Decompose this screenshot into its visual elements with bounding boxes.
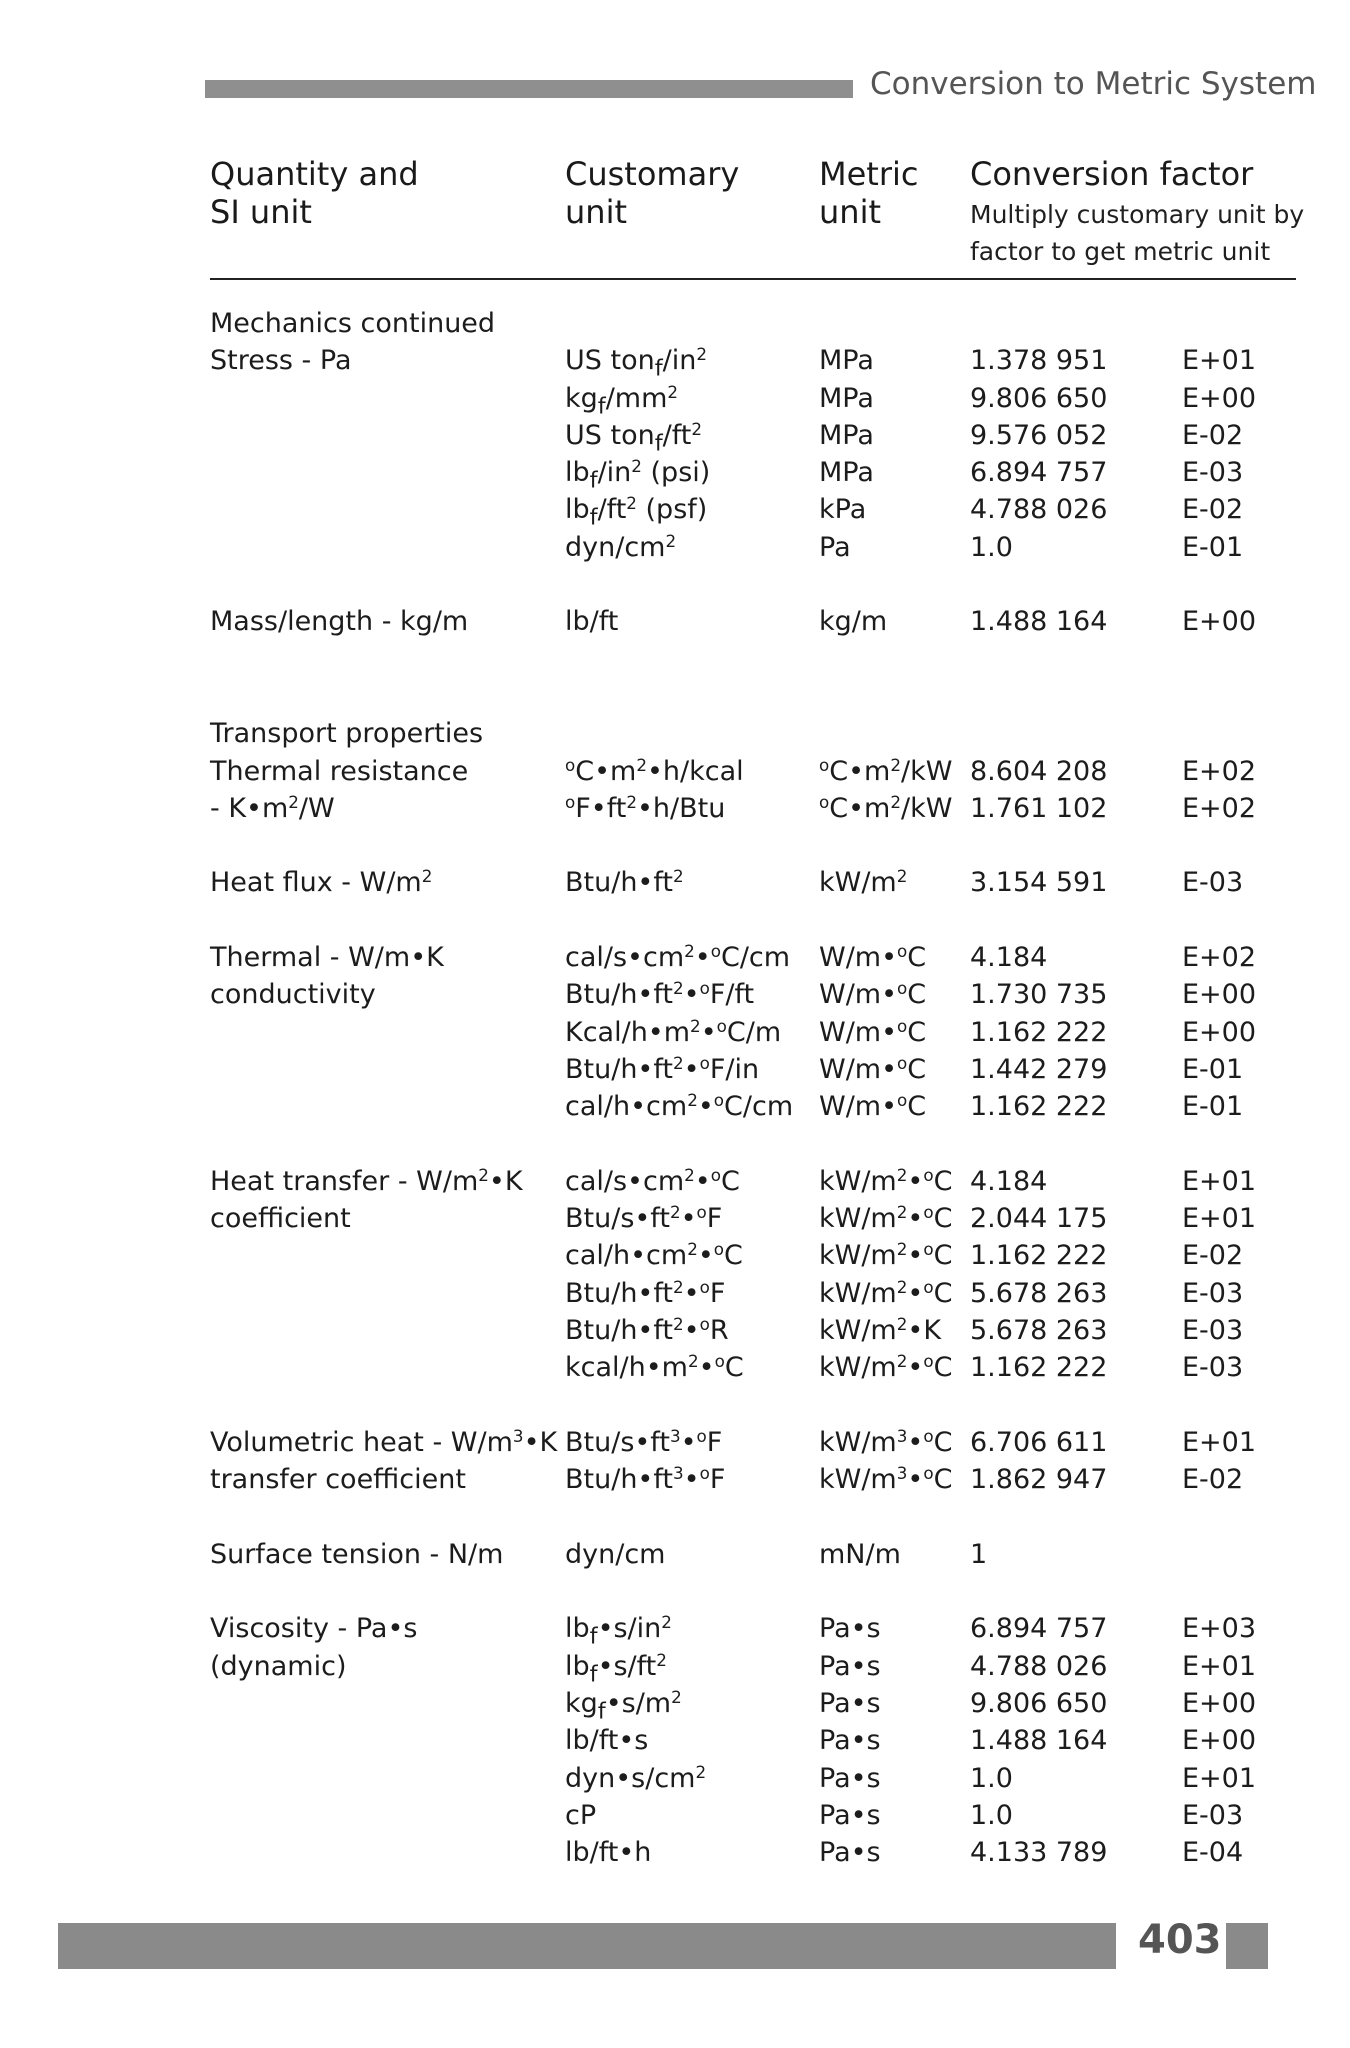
customary-unit-cell: US $ton_f/ft^2$ (565, 418, 702, 457)
factor-cell: 1.488 164 (970, 606, 1108, 638)
metric-unit-cell: MPa (819, 419, 874, 451)
customary-unit-cell: $dyn•s/cm^2$ (565, 1761, 707, 1794)
table-row (0, 1536, 1350, 1573)
exponent-cell: E-02 (1182, 494, 1244, 526)
customary-unit-cell: $^oC•m^2•h$/kcal (565, 754, 744, 787)
table-row (0, 715, 1350, 752)
customary-unit-cell: Kcal/$h•m^2•^oC/m$ (565, 1015, 782, 1048)
header-metric-line2: unit (819, 193, 881, 231)
exponent-cell: E-01 (1182, 1091, 1244, 1123)
table-row (0, 305, 1350, 342)
factor-cell: 6.894 757 (970, 1613, 1108, 1645)
exponent-cell: E+02 (1182, 942, 1257, 974)
header-metric (819, 155, 918, 231)
factor-cell: 5.678 263 (970, 1315, 1108, 1347)
exponent-cell: E+00 (1182, 979, 1257, 1011)
exponent-cell: E-04 (1182, 1837, 1244, 1869)
customary-unit-cell: dyn/$cm^2$ (565, 530, 677, 563)
factor-cell: 1 (970, 1538, 988, 1570)
customary-unit-cell: $kg_f•s/m^2$ (565, 1686, 682, 1725)
table-row (0, 491, 1350, 531)
page-number: 403 (1138, 1917, 1222, 1963)
table-row (0, 1312, 1350, 1349)
table-row (0, 1648, 1350, 1688)
metric-unit-cell: Pa•s (819, 1837, 881, 1869)
factor-cell: 4.788 026 (970, 494, 1108, 526)
metric-unit-cell: $kW/m^2•^oC$ (819, 1239, 953, 1272)
row-spacer (0, 1387, 1350, 1424)
table-row (0, 939, 1350, 976)
metric-unit-cell: MPa (819, 382, 874, 414)
factor-cell: 9.806 650 (970, 1687, 1108, 1719)
quantity-cell: Volumetric heat - $W/m^3•K$ (210, 1425, 558, 1458)
metric-unit-cell: $kW/m^2•^oC$ (819, 1201, 953, 1235)
customary-unit-cell: cal/$s•cm^2•^oC/cm$ (565, 940, 791, 974)
exponent-cell: E+01 (1182, 1650, 1257, 1682)
exponent-cell: E-03 (1182, 1277, 1244, 1309)
exponent-cell: E+00 (1182, 1725, 1257, 1757)
quantity-cell: Thermal resistance (210, 755, 469, 787)
header-customary-line2: unit (565, 193, 627, 231)
exponent-cell: E-03 (1182, 1352, 1244, 1384)
factor-cell: 4.184 (970, 1165, 1048, 1197)
row-spacer (0, 1126, 1350, 1163)
header-quantity (210, 155, 419, 231)
customary-unit-cell: lb/ft (565, 606, 619, 638)
factor-cell: 1.0 (970, 1799, 1013, 1831)
metric-unit-cell: W/m•$^o$C (819, 1090, 927, 1123)
customary-unit-cell: cal/$h•cm^2•^oC/cm$ (565, 1090, 794, 1123)
table-row (0, 1275, 1350, 1312)
factor-cell: 1.162 222 (970, 1352, 1108, 1384)
table-row (0, 529, 1350, 566)
conversion-table (0, 305, 1350, 1871)
exponent-cell: E-03 (1182, 867, 1244, 899)
metric-unit-cell: $kW/m^2•^oC$ (819, 1276, 953, 1309)
header-rule (210, 278, 1296, 280)
quantity-cell: Viscosity - Pa•s (210, 1613, 418, 1645)
table-row (0, 1797, 1350, 1834)
footer-decorative-bar (58, 1923, 1116, 1969)
metric-unit-cell: Pa•s (819, 1725, 881, 1757)
metric-unit-cell: W/m•$^o$C (819, 1015, 927, 1048)
customary-unit-cell: $lb_f•s/ft^2$ (565, 1649, 667, 1688)
factor-cell: 1.442 279 (970, 1053, 1108, 1085)
exponent-cell: E-01 (1182, 1053, 1244, 1085)
metric-unit-cell: kPa (819, 494, 867, 526)
table-row (0, 1014, 1350, 1051)
metric-unit-cell: Pa•s (819, 1687, 881, 1719)
factor-cell: 1.730 735 (970, 979, 1108, 1011)
header-customary-line1: Customary (565, 155, 740, 193)
factor-cell: 9.806 650 (970, 382, 1108, 414)
table-row (0, 1051, 1350, 1088)
header-factor-sub1: Multiply customary unit by (970, 200, 1305, 229)
factor-cell: 1.378 951 (970, 345, 1108, 377)
header-factor-subtitle (970, 196, 1304, 270)
quantity-cell: Transport properties (210, 718, 484, 750)
customary-unit-cell: Btu/$h•ft^2•^oR$ (565, 1313, 729, 1347)
table-row (0, 417, 1350, 457)
table-row (0, 976, 1350, 1013)
metric-unit-cell: MPa (819, 457, 874, 489)
quantity-cell: coefficient (210, 1203, 351, 1235)
exponent-cell: E+01 (1182, 1203, 1257, 1235)
factor-cell: 5.678 263 (970, 1277, 1108, 1309)
quantity-cell: Heat transfer - $W/m^2•K$ (210, 1164, 523, 1197)
customary-unit-cell: US $ton_f/in^2$ (565, 344, 707, 382)
customary-unit-cell: $^oF•ft^2•h$/Btu (565, 791, 726, 824)
customary-unit-cell: Btu/$s•ft^2•^oF$ (565, 1201, 723, 1235)
customary-unit-cell: $lb_f•s/in^2$ (565, 1612, 672, 1650)
footer-decorative-block (1226, 1923, 1268, 1969)
factor-cell: 6.706 611 (970, 1426, 1108, 1458)
metric-unit-cell: Pa (819, 531, 851, 563)
header-factor-title: Conversion factor (970, 155, 1254, 193)
table-row (0, 1722, 1350, 1759)
factor-cell: 1.488 164 (970, 1725, 1108, 1757)
exponent-cell: E-03 (1182, 1799, 1244, 1831)
quantity-cell: Mass/length - kg/m (210, 606, 469, 638)
row-spacer (0, 641, 1350, 716)
row-spacer (0, 566, 1350, 603)
metric-unit-cell: $^oC•m^2/kW$ (819, 791, 953, 824)
metric-unit-cell: Pa•s (819, 1799, 881, 1831)
exponent-cell: E+00 (1182, 606, 1257, 638)
exponent-cell: E+00 (1182, 1687, 1257, 1719)
metric-unit-cell: $kW/m^2•^oC$ (819, 1351, 953, 1384)
quantity-cell: Thermal - W/m•K (210, 942, 444, 974)
exponent-cell: E+00 (1182, 382, 1257, 414)
header-decorative-bar (205, 80, 853, 98)
row-spacer (0, 902, 1350, 939)
header-quantity-line1: Quantity and (210, 155, 419, 193)
row-spacer (0, 1499, 1350, 1536)
metric-unit-cell: W/m•$^o$C (819, 978, 927, 1011)
table-row (0, 1200, 1350, 1237)
table-row (0, 1834, 1350, 1871)
exponent-cell: E-01 (1182, 531, 1244, 563)
quantity-cell: Stress - Pa (210, 345, 352, 377)
table-row (0, 1760, 1350, 1797)
quantity-cell: - $K•m^2/W$ (210, 791, 335, 824)
factor-cell: 1.0 (970, 1762, 1013, 1794)
customary-unit-cell: $lb_f/in^2$ (psi) (565, 455, 711, 494)
factor-cell: 2.044 175 (970, 1203, 1108, 1235)
row-spacer (0, 1573, 1350, 1610)
table-row (0, 753, 1350, 790)
metric-unit-cell: $kW/m^2$ (819, 866, 908, 899)
customary-unit-cell: Btu/$h•ft^2•^oF/ft$ (565, 978, 755, 1011)
table-row (0, 1461, 1350, 1498)
exponent-cell: E+02 (1182, 755, 1257, 787)
metric-unit-cell: $kW/m^2•^oC$ (819, 1164, 953, 1197)
table-row (0, 864, 1350, 901)
table-row (0, 1088, 1350, 1125)
customary-unit-cell: Btu/$h•ft^2•^oF$ (565, 1276, 726, 1309)
factor-cell: 1.0 (970, 531, 1013, 563)
metric-unit-cell: W/m•$^o$C (819, 1052, 927, 1085)
table-row (0, 603, 1350, 640)
metric-unit-cell: Pa•s (819, 1613, 881, 1645)
exponent-cell: E-02 (1182, 1464, 1244, 1496)
factor-cell: 1.162 222 (970, 1016, 1108, 1048)
header-conversion-factor (970, 155, 1304, 270)
metric-unit-cell: Pa•s (819, 1650, 881, 1682)
metric-unit-cell: $kW/m^3•^oC$ (819, 1425, 953, 1458)
quantity-cell: Surface tension - N/m (210, 1538, 504, 1570)
customary-unit-cell: dyn/cm (565, 1538, 666, 1570)
quantity-cell: Mechanics continued (210, 308, 496, 339)
exponent-cell: E+01 (1182, 1426, 1257, 1458)
header-factor-sub2: factor to get metric unit (970, 237, 1271, 266)
exponent-cell: E+02 (1182, 792, 1257, 824)
factor-cell: 4.184 (970, 942, 1048, 974)
metric-unit-cell: $^oC•m^2/kW$ (819, 754, 953, 787)
header-quantity-line2: SI unit (210, 193, 312, 231)
exponent-cell: E+03 (1182, 1613, 1257, 1645)
metric-unit-cell: MPa (819, 345, 874, 377)
exponent-cell: E+00 (1182, 1016, 1257, 1048)
customary-unit-cell: $kg_f/mm^2$ (565, 381, 679, 419)
factor-cell: 1.162 222 (970, 1091, 1108, 1123)
exponent-cell: E-03 (1182, 1315, 1244, 1347)
exponent-cell: E+01 (1182, 1165, 1257, 1197)
table-row (0, 1610, 1350, 1650)
factor-cell: 1.761 102 (970, 792, 1108, 824)
table-row (0, 454, 1350, 494)
metric-unit-cell: W/m•$^o$C (819, 940, 927, 974)
exponent-cell: E-02 (1182, 419, 1244, 451)
header-metric-line1: Metric (819, 155, 919, 193)
table-row (0, 1163, 1350, 1200)
table-row (0, 1424, 1350, 1461)
table-row (0, 1237, 1350, 1274)
factor-cell: 3.154 591 (970, 867, 1108, 899)
metric-unit-cell: $kW/m^2•K$ (819, 1313, 942, 1347)
factor-cell: 8.604 208 (970, 755, 1108, 787)
metric-unit-cell: mN/m (819, 1538, 901, 1570)
exponent-cell: E-03 (1182, 457, 1244, 489)
factor-cell: 9.576 052 (970, 419, 1108, 451)
customary-unit-cell: Btu/$h•ft^2$ (565, 866, 684, 899)
factor-cell: 6.894 757 (970, 457, 1108, 489)
table-row (0, 1349, 1350, 1386)
factor-cell: 4.133 789 (970, 1837, 1108, 1869)
running-head: Conversion to Metric System (870, 66, 1317, 102)
customary-unit-cell: cal/$s•cm^2•^oC$ (565, 1164, 740, 1197)
quantity-cell: conductivity (210, 979, 376, 1011)
quantity-cell: (dynamic) (210, 1650, 347, 1682)
customary-unit-cell: kcal/$h•m^2•^oC$ (565, 1351, 744, 1384)
table-row (0, 1685, 1350, 1725)
metric-unit-cell: kg/m (819, 606, 888, 638)
exponent-cell: E+01 (1182, 345, 1257, 377)
header-customary (565, 155, 739, 231)
table-row (0, 342, 1350, 382)
factor-cell: 4.788 026 (970, 1650, 1108, 1682)
row-spacer (0, 827, 1350, 864)
factor-cell: 1.862 947 (970, 1464, 1108, 1496)
exponent-cell: E+01 (1182, 1762, 1257, 1794)
quantity-cell: transfer coefficient (210, 1464, 466, 1496)
factor-cell: 1.162 222 (970, 1240, 1108, 1272)
metric-unit-cell: $kW/m^3•^oC$ (819, 1463, 953, 1496)
customary-unit-cell: lb/ft•h (565, 1837, 652, 1869)
customary-unit-cell: lb/ft•s (565, 1725, 649, 1757)
metric-unit-cell: Pa•s (819, 1762, 881, 1794)
customary-unit-cell: cal/$h•cm^2•^oC$ (565, 1239, 743, 1272)
customary-unit-cell: Btu/$h•ft^3•^oF$ (565, 1463, 726, 1496)
table-row (0, 380, 1350, 417)
customary-unit-cell: cP (565, 1799, 597, 1831)
exponent-cell: E-02 (1182, 1240, 1244, 1272)
customary-unit-cell: Btu/$s•ft^3•^oF$ (565, 1425, 723, 1458)
customary-unit-cell: Btu/$h•ft^2•^oF/in$ (565, 1052, 760, 1085)
customary-unit-cell: $lb_f/ft^2$ (psf) (565, 493, 708, 531)
quantity-cell: Heat flux - $W/m^2$ (210, 866, 433, 899)
table-row (0, 790, 1350, 827)
